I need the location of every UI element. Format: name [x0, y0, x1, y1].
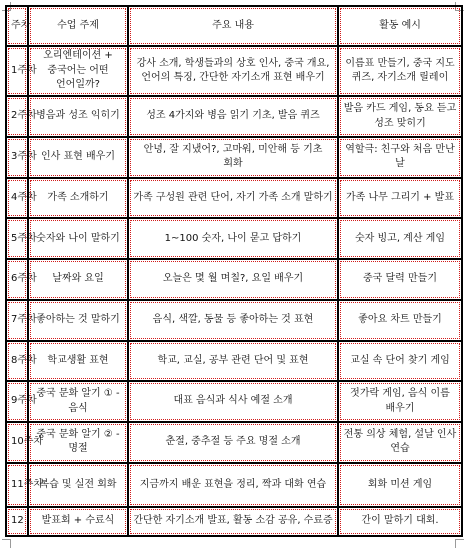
content-cell: 학교, 교실, 공부 관련 단어 및 표현	[128, 341, 338, 382]
table-row	[6, 422, 462, 463]
table-row	[6, 341, 462, 382]
activity-cell: 젓가락 게임, 음식 이름 배우기	[338, 381, 462, 422]
week-cell: 6주차	[6, 259, 28, 300]
week-cell: 2주차	[6, 96, 28, 137]
table-row	[6, 259, 462, 300]
topic-cell: 좋아하는 것 말하기	[28, 300, 128, 341]
topic-cell: 학교생활 표현	[28, 341, 128, 382]
week-cell: 12	[6, 507, 28, 536]
activity-cell: 발음 카드 게임, 동요 듣고 성조 맞히기	[338, 96, 462, 137]
content-cell: 가족 구성원 관련 단어, 자기 가족 소개 말하기	[128, 178, 338, 219]
content-cell: 춘절, 중추절 등 주요 명절 소개	[128, 422, 338, 463]
header-content: 주요 내용	[128, 6, 338, 46]
activity-cell: 전통 의상 체험, 설날 인사 연습	[338, 422, 462, 463]
content-cell: 1~100 숫자, 나이 묻고 답하기	[128, 218, 338, 259]
table-header-row	[6, 6, 462, 46]
topic-cell: 숫자와 나이 말하기	[28, 218, 128, 259]
topic-cell: 날짜와 요일	[28, 259, 128, 300]
content-cell: 오늘은 몇 월 며칠?, 요일 배우기	[128, 259, 338, 300]
topic-cell: 복습 및 실전 회화	[28, 463, 128, 508]
topic-cell: 오리엔테이션 + 중국어는 어떤 언어일까?	[28, 46, 128, 96]
content-cell: 간단한 자기소개 발표, 활동 소감 공유, 수료증	[128, 507, 338, 536]
content-cell: 안녕, 잘 지냈어?, 고마워, 미안해 등 기초 회화	[128, 137, 338, 178]
activity-cell: 이름표 만들기, 중국 지도 퀴즈, 자기소개 릴레이	[338, 46, 462, 96]
topic-cell: 인사 표현 배우기	[28, 137, 128, 178]
week-cell: 4주차	[6, 178, 28, 219]
table-row	[6, 218, 462, 259]
page-corner-mark	[2, 539, 11, 548]
activity-cell: 숫자 빙고, 계산 게임	[338, 218, 462, 259]
page-corner-mark	[455, 539, 464, 548]
week-cell: 10주차	[6, 422, 28, 463]
week-cell: 7주차	[6, 300, 28, 341]
activity-cell: 간이 말하기 대회.	[338, 507, 462, 536]
content-cell: 지금까지 배운 표현을 정리, 짝과 대화 연습	[128, 463, 338, 508]
table-row	[6, 46, 462, 96]
table-row	[6, 178, 462, 219]
topic-cell: 병음과 성조 익히기	[28, 96, 128, 137]
content-cell: 성조 4가지와 병음 읽기 기초, 발음 퀴즈	[128, 96, 338, 137]
topic-cell: 중국 문화 알기 ② - 명절	[28, 422, 128, 463]
week-cell: 5주차	[6, 218, 28, 259]
topic-cell: 발표회 + 수료식	[28, 507, 128, 536]
table-row	[6, 137, 462, 178]
week-cell: 9주차	[6, 381, 28, 422]
topic-cell: 가족 소개하기	[28, 178, 128, 219]
week-cell: 8주차	[6, 341, 28, 382]
activity-cell: 교실 속 단어 찾기 게임	[338, 341, 462, 382]
activity-cell: 중국 달력 만들기	[338, 259, 462, 300]
activity-cell: 역할극: 친구와 처음 만난 날	[338, 137, 462, 178]
week-cell: 1주차	[6, 46, 28, 96]
table-row	[6, 381, 462, 422]
table-row	[6, 507, 462, 536]
week-cell: 11주차	[6, 463, 28, 508]
topic-cell: 중국 문화 알기 ① - 음식	[28, 381, 128, 422]
table-row	[6, 300, 462, 341]
content-cell: 강사 소개, 학생들과의 상호 인사, 중국 개요, 언어의 특징, 간단한 자기소개 표현 배우기	[128, 46, 338, 96]
weekly-lesson-plan-table	[5, 5, 463, 537]
content-cell: 음식, 색깔, 동물 등 좋아하는 것 표현	[128, 300, 338, 341]
table-row	[6, 96, 462, 137]
activity-cell: 회화 미션 게임	[338, 463, 462, 508]
header-week: 주차	[6, 6, 28, 46]
table-row	[6, 463, 462, 508]
week-cell: 3주차	[6, 137, 28, 178]
activity-cell: 좋아요 차트 만들기	[338, 300, 462, 341]
activity-cell: 가족 나무 그리기 + 발표	[338, 178, 462, 219]
content-cell: 대표 음식과 식사 예절 소개	[128, 381, 338, 422]
header-topic: 수업 주제	[28, 6, 128, 46]
header-activity: 활동 예시	[338, 6, 462, 46]
